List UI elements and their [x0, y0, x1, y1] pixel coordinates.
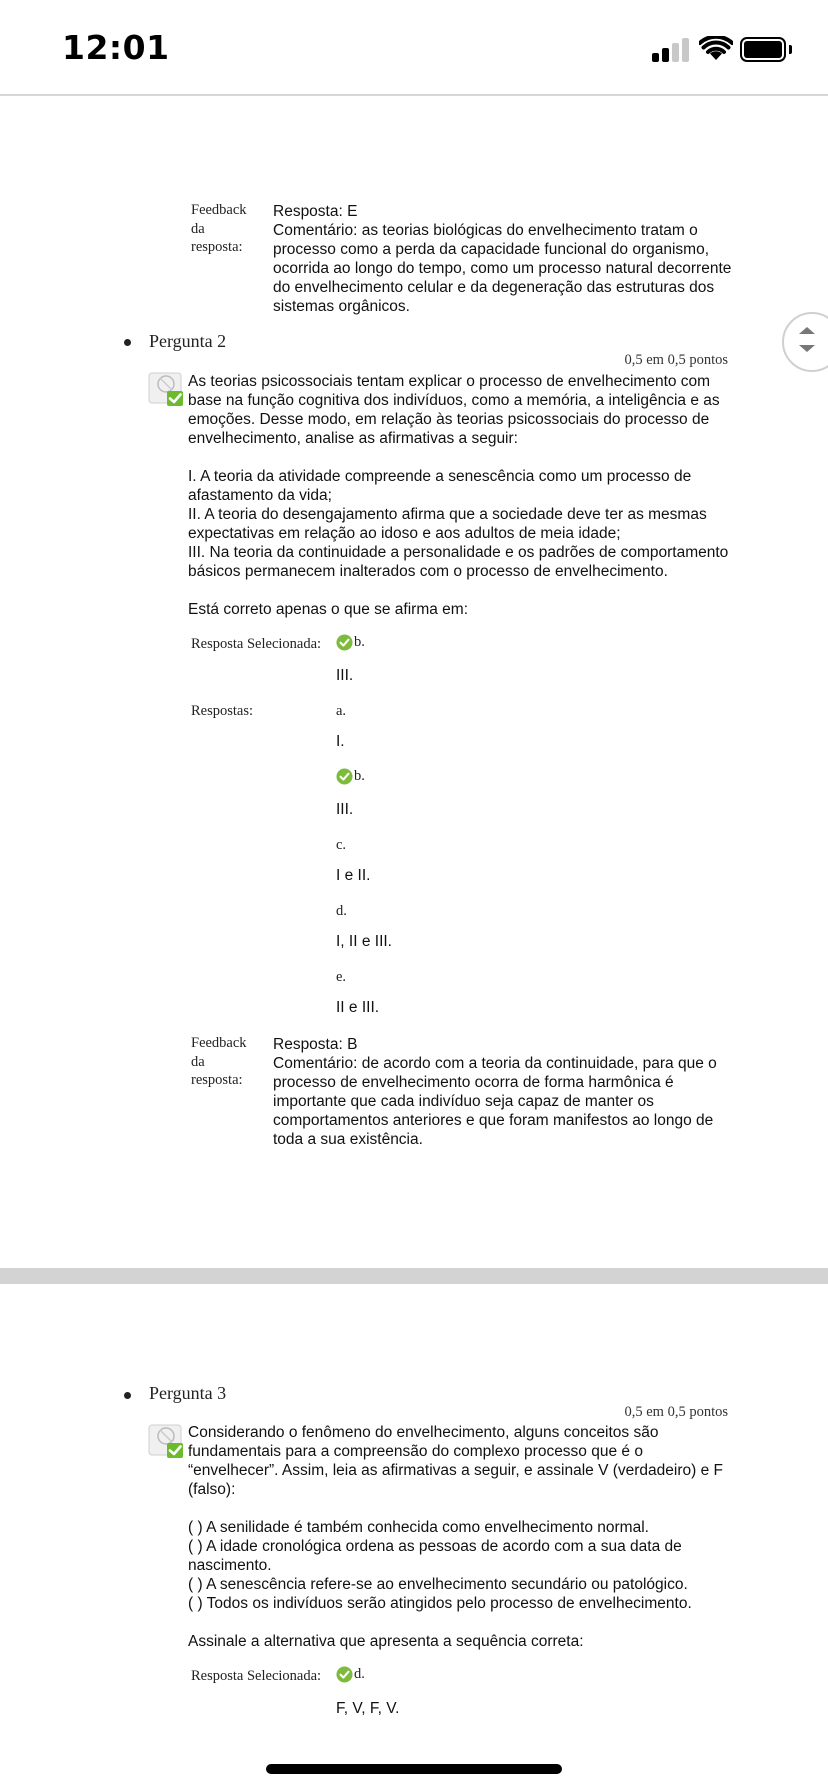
q3-selected-answer: d.	[336, 1666, 365, 1683]
q2-option-a-text: I.	[336, 733, 345, 750]
q1-feedback-comment: Comentário: as teorias biológicas do envelhecimento tratam o processo como a perda da capacidade funcional do organismo, ocorrida ao longo do tempo, como um processo natural decorrente do envelhecimento celular e da degeneração das estruturas dos sistemas orgânicos.	[273, 222, 732, 315]
q2-statement: I. A teoria da atividade compreende a senescência como um processo de afastamento da vida;	[188, 468, 692, 504]
q3-prompt: Assinale a alternativa que apresenta a sequência correta:	[188, 1633, 584, 1650]
q2-selected-answer: b.	[336, 634, 365, 651]
status-bar	[0, 0, 828, 96]
q2-option-b-text: III.	[336, 801, 354, 818]
battery-icon	[740, 37, 786, 62]
q2-option-d-text: I, II e III.	[336, 933, 392, 950]
q2-statement: II. A teoria do desengajamento afirma que a sociedade deve ter as mesmas expectativas em relação ao idoso e aos adultos de meia idade;	[188, 506, 707, 542]
q3-bullet	[124, 1392, 131, 1399]
q2-option-d-letter: d.	[336, 903, 347, 919]
q2-selected-text: III.	[336, 667, 354, 684]
q2-feedback-comment: Comentário: de acordo com a teoria da continuidade, para que o processo de envelhecimento ocorra de forma harmônica é importante que cada indivíduo seja capaz de manter os comportamentos anteriores e que foram manifestos ao longo de toda a sua existência.	[273, 1055, 717, 1148]
correct-answer-icon	[148, 370, 186, 408]
q2-statement: III. Na teoria da continuidade a personalidade e os padrões de comportamento básicos permanecem inalterados com o processo de envelhecimento.	[188, 544, 729, 580]
q2-question-text	[188, 372, 733, 619]
home-indicator[interactable]	[266, 1764, 562, 1774]
q2-option-b-letter: b.	[336, 768, 365, 785]
q2-feedback-label: Feedback da resposta:	[191, 1035, 247, 1088]
q2-answers-label: Respostas:	[191, 703, 254, 719]
q2-intro: As teorias psicossociais tentam explicar o processo de envelhecimento com base na função cognitiva dos indivíduos, como a memória, a inteligência e as emoções. Desse modo, em relação às teorias psicossociais do processo de envelhecimento, analise as afirmativas a seguir:	[188, 373, 720, 447]
check-icon	[336, 1666, 353, 1683]
q1-feedback-answer: Resposta: E	[273, 203, 358, 220]
scroll-down-icon	[799, 345, 815, 352]
q2-feedback	[273, 1035, 733, 1149]
q2-selected-label: Resposta Selecionada:	[191, 636, 322, 652]
q2-prompt: Está correto apenas o que se afirma em:	[188, 601, 469, 618]
check-icon	[336, 768, 353, 785]
q3-title: Pergunta 3	[149, 1383, 227, 1403]
q3-intro: Considerando o fenômeno do envelhecimento, alguns conceitos são fundamentais para a compreensão do complexo processo que é o “envelhecer”. Assim, leia as afirmativas a seguir, e assinale V (verdadeiro) e F (falso):	[188, 1424, 723, 1498]
status-time: 12:01	[62, 28, 170, 67]
q3-score: 0,5 em 0,5 pontos	[624, 1404, 728, 1420]
correct-answer-icon	[148, 1422, 186, 1460]
cellular-signal-icon	[652, 38, 690, 62]
q2-option-c-letter: c.	[336, 837, 347, 853]
scroll-navigation-widget[interactable]	[782, 312, 828, 372]
scroll-up-icon	[799, 327, 815, 334]
q2-bullet	[124, 339, 131, 346]
q1-feedback	[273, 202, 733, 316]
check-icon	[336, 634, 353, 651]
q2-score: 0,5 em 0,5 pontos	[624, 352, 728, 368]
q3-statement: ( ) Todos os indivíduos serão atingidos pelo processo de envelhecimento.	[188, 1595, 692, 1612]
q3-question-text	[188, 1423, 733, 1651]
q3-statement: ( ) A senilidade é também conhecida como envelhecimento normal.	[188, 1519, 649, 1536]
q2-option-e-letter: e.	[336, 969, 347, 985]
page-divider	[0, 1268, 828, 1284]
q3-statement: ( ) A senescência refere-se ao envelhecimento secundário ou patológico.	[188, 1576, 688, 1593]
q1-feedback-label: Feedback da resposta:	[191, 202, 247, 255]
q2-option-a-letter: a.	[336, 703, 347, 719]
q2-feedback-answer: Resposta: B	[273, 1036, 358, 1053]
q3-statement: ( ) A idade cronológica ordena as pessoas de acordo com a sua data de nascimento.	[188, 1538, 682, 1574]
q2-title: Pergunta 2	[149, 331, 227, 351]
q3-selected-label: Resposta Selecionada:	[191, 1668, 322, 1684]
q2-option-e-text: II e III.	[336, 999, 380, 1016]
q2-option-c-text: I e II.	[336, 867, 371, 884]
wifi-icon	[699, 36, 733, 62]
q3-selected-text: F, V, F, V.	[336, 1700, 400, 1717]
